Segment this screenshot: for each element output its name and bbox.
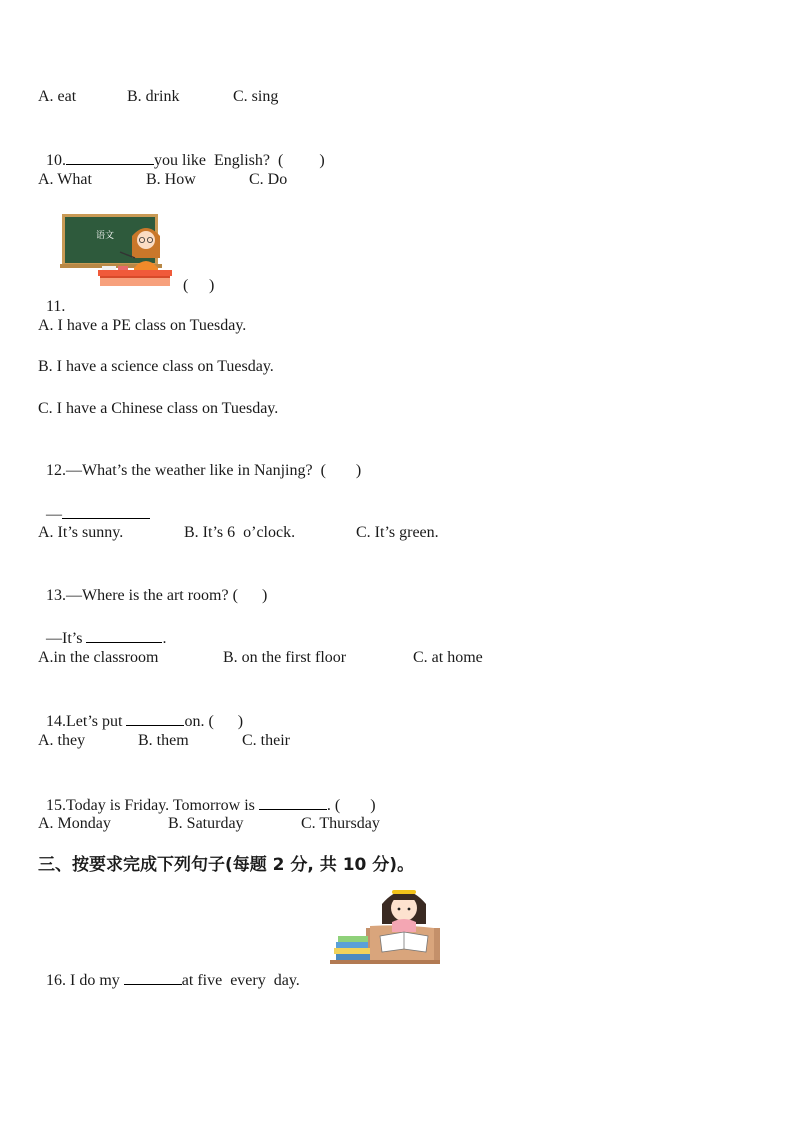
teacher-chalkboard-picture [60, 212, 176, 288]
q12-question [38, 441, 361, 481]
q14-number: 14. [46, 713, 66, 730]
q10-option-a: A. What [38, 171, 92, 188]
q15-blank[interactable] [259, 794, 327, 810]
q10-option-b: B. How [146, 171, 196, 188]
q15-option-c: C. Thursday [301, 815, 380, 832]
q12-answer-line [38, 483, 150, 525]
q14-option-a: A. they [38, 732, 86, 749]
q9-option-c: C. sing [233, 88, 279, 105]
q10-text: you like English? ( [154, 152, 284, 169]
q13-answer-line [38, 607, 166, 649]
q9-option-b: B. drink [127, 88, 180, 105]
q13-question [38, 566, 267, 606]
q15-option-b: B. Saturday [168, 815, 244, 832]
q16-text-end: at five every day. [181, 972, 300, 989]
q13-blank[interactable] [86, 627, 162, 643]
board-text: 语文 [96, 231, 115, 241]
q10-blank[interactable] [66, 149, 154, 165]
q12-close: ) [355, 462, 362, 479]
q10-option-c: C. Do [249, 171, 288, 188]
q11-option-a: A. I have a PE class on Tuesday. [38, 317, 247, 334]
q14-text: Let’s put [66, 713, 123, 730]
q9-option-a: A. eat [38, 88, 77, 105]
q12-number: 12. [46, 462, 66, 479]
q12-blank[interactable] [62, 503, 150, 519]
q16-question [38, 949, 300, 991]
q14-close: ) [237, 713, 244, 730]
q16-blank[interactable] [124, 969, 182, 985]
q13-option-b: B. on the first floor [223, 649, 347, 666]
q15-number: 15. [46, 797, 66, 814]
q11-option-b: B. I have a science class on Tuesday. [38, 358, 274, 375]
q14-blank[interactable] [126, 710, 184, 726]
q11-paren-close: ) [209, 277, 215, 294]
q11-paren-open: ( [183, 277, 189, 294]
q11-option-c: C. I have a Chinese class on Tuesday. [38, 400, 279, 417]
q13-number: 13. [46, 587, 66, 604]
q12-answer-dash: — [46, 506, 62, 523]
q10-number: 10. [46, 152, 66, 169]
q16-text: I do my [70, 972, 120, 989]
q15-close: ) [370, 797, 376, 814]
q12-option-a: A. It’s sunny. [38, 524, 124, 541]
q15-option-a: A. Monday [38, 815, 111, 832]
q11-question [38, 277, 65, 317]
q14-option-c: C. their [242, 732, 290, 749]
q10-close: ) [319, 152, 325, 169]
section-three-heading: 三、按要求完成下列句子(每题 2 分, 共 10 分)。 [38, 855, 415, 875]
q14-text-end: on. ( [184, 713, 214, 730]
q13-answer: —It’s [46, 630, 83, 647]
q14-question [38, 690, 243, 732]
q12-option-b: B. It’s 6 o’clock. [184, 524, 296, 541]
q13-option-a: A.in the classroom [38, 649, 159, 666]
q13-close: ) [261, 587, 268, 604]
q13-answer-end: . [162, 630, 167, 647]
q15-text-end: . ( [326, 797, 341, 814]
q11-number: 11. [46, 298, 66, 315]
q15-text: Today is Friday. Tomorrow is [66, 797, 255, 814]
q14-option-b: B. them [138, 732, 189, 749]
q12-option-c: C. It’s green. [356, 524, 439, 541]
q15-question [38, 774, 376, 816]
q12-text: —What’s the weather like in Nanjing? ( [66, 462, 326, 479]
q16-number: 16. [46, 972, 66, 989]
q13-text: —Where is the art room? ( [66, 587, 238, 604]
q13-option-c: C. at home [413, 649, 483, 666]
q10-question [38, 129, 325, 171]
girl-homework-picture [330, 884, 442, 968]
